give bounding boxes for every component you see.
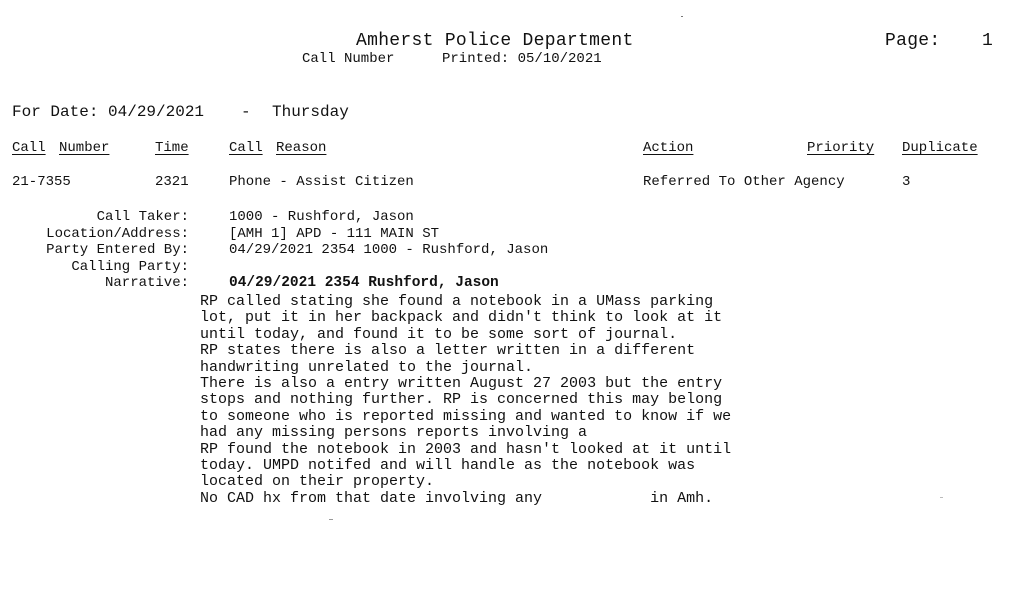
narrative-line: lot, put it in her backpack and didn't think to look at it: [200, 309, 723, 327]
narrative-line: No CAD hx from that date involving any in Amh.: [200, 489, 714, 507]
call-number: 21-7355: [12, 174, 71, 190]
department-title: Amherst Police Department: [356, 31, 634, 51]
narrative-line: RP called stating she found a notebook in a UMass parking: [200, 293, 714, 310]
scan-speck: [329, 519, 333, 520]
call-priority: 3: [902, 174, 911, 190]
scan-speck: [940, 497, 943, 498]
col-priority: Priority: [807, 140, 875, 156]
party-entered-label: Party Entered By:: [46, 242, 189, 258]
narrative-line: located on their property.: [200, 473, 435, 491]
for-date-weekday: Thursday: [272, 103, 349, 121]
col-call-word-2: Call: [229, 140, 263, 156]
for-date-label: For Date: 04/29/2021: [12, 103, 205, 121]
narrative-heading: 04/29/2021 2354 Rushford, Jason: [229, 275, 499, 291]
for-date-separator: -: [241, 103, 251, 121]
col-call-word: Call: [12, 140, 46, 156]
location-label: Location/Address:: [46, 226, 189, 242]
narrative-line: There is also a entry written August 27 2003 but the entry: [200, 375, 723, 392]
narrative-label: Narrative:: [104, 275, 189, 291]
narrative-line: RP states there is also a letter written in a different: [200, 342, 696, 360]
narrative-line: had any missing persons reports involving a: [200, 424, 588, 442]
party-entered-value: 04/29/2021 2354 1000 - Rushford, Jason: [229, 242, 549, 258]
call-time: 2321: [155, 174, 189, 190]
narrative-line: handwriting unrelated to the journal.: [200, 358, 534, 376]
col-action: Action: [643, 140, 694, 156]
col-time: Time: [155, 140, 189, 156]
narrative-line: today. UMPD notifed and will handle as the notebook was: [200, 457, 696, 474]
col-duplicate: Duplicate: [902, 140, 978, 156]
narrative-line: stops and nothing further. RP is concerned this may belong: [200, 391, 723, 409]
report-subtitle-left: Call Number: [302, 51, 395, 67]
narrative-line: until today, and found it to be some sort of journal.: [200, 325, 678, 343]
narrative-line: RP found the notebook in 2003 and hasn't looked at it until: [200, 440, 732, 458]
page-label: Page:: [885, 31, 941, 51]
calling-party-label: Calling Party:: [71, 259, 189, 275]
report-subtitle-right: Printed: 05/10/2021: [442, 51, 602, 67]
call-taker-label: Call Taker:: [96, 209, 189, 225]
narrative-line: to someone who is reported missing and wanted to know if we: [200, 407, 732, 425]
page-number: 1: [982, 31, 994, 51]
call-reason: Phone - Assist Citizen: [229, 174, 414, 190]
scan-speck: [681, 16, 683, 17]
col-number-word: Number: [59, 140, 110, 156]
call-action: Referred To Other Agency: [643, 174, 845, 190]
call-taker-value: 1000 - Rushford, Jason: [229, 209, 414, 225]
col-reason-word: Reason: [276, 140, 327, 156]
location-value: [AMH 1] APD - 111 MAIN ST: [229, 226, 440, 242]
